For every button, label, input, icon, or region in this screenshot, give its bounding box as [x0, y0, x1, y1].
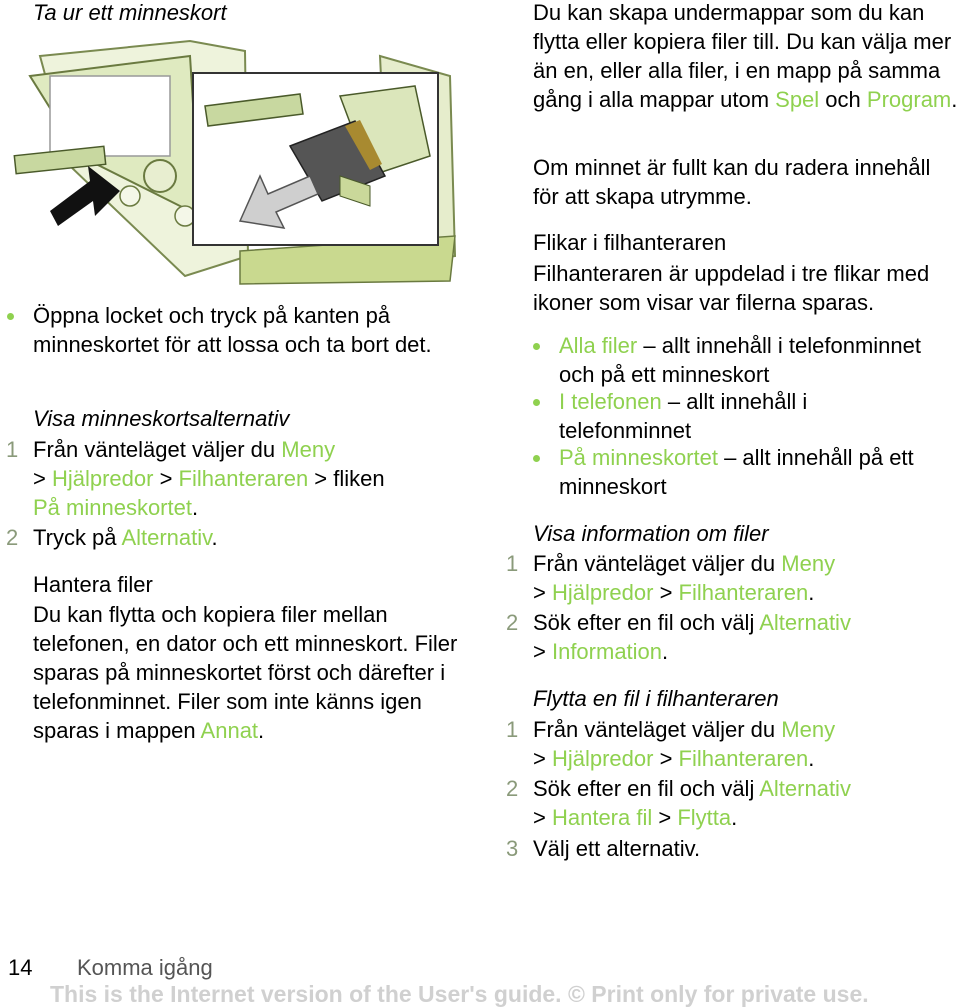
flytta-heading: Flytta en fil i filhanteraren	[533, 686, 779, 711]
step-text: >	[533, 639, 552, 664]
step-text: .	[191, 495, 199, 520]
step-text: >	[653, 746, 679, 771]
tab-description: – allt innehåll i telefonminnet och på ett minneskort	[559, 333, 921, 387]
menu-link[interactable]: Meny	[781, 551, 836, 576]
step-number: 3	[506, 836, 519, 861]
step-number: 1	[506, 717, 519, 742]
tab-item-phone	[559, 387, 829, 445]
info-heading: Visa information om filer	[533, 521, 769, 546]
step-text: Tryck på	[33, 525, 122, 550]
subfolders-paragraph	[533, 0, 958, 114]
step-text: Sök efter en fil och välj	[533, 776, 760, 801]
alternativ-link[interactable]: Alternativ	[121, 525, 212, 550]
tab-item-card	[559, 443, 959, 501]
visa-step-2	[6, 523, 218, 552]
step-number: 1	[506, 551, 519, 576]
step-text: >	[533, 746, 552, 771]
hantera-paragraph	[33, 600, 473, 745]
step-text: .	[211, 525, 218, 550]
disclaimer: This is the Internet version of the User's guide. © Print only for private use.	[50, 981, 869, 1007]
step-number: 2	[6, 525, 19, 550]
bullet-dot	[533, 399, 540, 406]
step-text: .	[662, 639, 669, 664]
flytta-step-3	[506, 834, 701, 863]
step-number: 1	[6, 437, 19, 462]
step-text: >	[33, 466, 52, 491]
paragraph-text: .	[951, 87, 958, 112]
inset-zoom-image	[193, 73, 438, 245]
illustration-caption: Ta ur ett minneskort	[33, 0, 227, 25]
pa-minneskortet-tab[interactable]: På minneskortet	[559, 445, 718, 470]
filhanteraren-link[interactable]: Filhanteraren	[678, 580, 809, 605]
flikar-paragraph: Filhanteraren är uppdelad i tre flikar med ikoner som visar var filerna sparas.	[533, 261, 930, 315]
paragraph-text: .	[258, 718, 265, 743]
step-text: >	[153, 466, 179, 491]
step-text: .	[808, 580, 815, 605]
paragraph-text: Du kan skapa undermappar som du kan flytta eller kopiera filer till. Du kan välja mer än en, eller alla filer, i en mapp på samma gång i alla mappar utom	[533, 0, 952, 112]
menu-link[interactable]: Meny	[281, 437, 336, 462]
tab-description: – allt innehåll på ett minneskort	[559, 445, 914, 499]
bullet-dot	[533, 455, 540, 462]
annat-link[interactable]: Annat	[200, 718, 259, 743]
hjalpredor-link[interactable]: Hjälpredor	[551, 746, 654, 771]
alternativ-link[interactable]: Alternativ	[759, 776, 851, 801]
bullet-dot	[7, 313, 14, 320]
step-text: Sök efter en fil och välj	[533, 610, 760, 635]
info-step-2	[506, 608, 958, 666]
tab-description: – allt innehåll i telefonminnet	[559, 389, 808, 443]
flytta-step-1	[506, 715, 958, 773]
hjalpredor-link[interactable]: Hjälpredor	[51, 466, 154, 491]
step-text: >	[652, 805, 678, 830]
remove-card-bullet	[33, 301, 473, 359]
filhanteraren-link[interactable]: Filhanteraren	[678, 746, 809, 771]
paragraph-text: Du kan flytta och kopiera filer mellan telefonen, en dator och ett minneskort. Filer sparas på minneskortet först och därefter i telefonminnet. Filer som inte känns igen sparas i mappen	[33, 602, 458, 743]
bullet-dot	[533, 343, 540, 350]
step-text: >	[653, 580, 679, 605]
information-link[interactable]: Information	[551, 639, 663, 664]
hantera-heading: Hantera filer	[33, 572, 153, 597]
hjalpredor-link[interactable]: Hjälpredor	[551, 580, 654, 605]
pa-minneskortet-link[interactable]: På minneskortet	[33, 495, 192, 520]
step-text: >	[533, 580, 552, 605]
info-step-1	[506, 549, 958, 607]
step-text: Välj ett alternativ.	[533, 836, 701, 861]
step-text: >	[533, 805, 552, 830]
filhanteraren-link[interactable]: Filhanteraren	[178, 466, 309, 491]
i-telefonen-tab[interactable]: I telefonen	[559, 389, 662, 414]
step-text: > fliken	[308, 466, 385, 491]
step-text: .	[808, 746, 815, 771]
spel-link[interactable]: Spel	[775, 87, 820, 112]
section-name: Komma igång	[77, 955, 213, 980]
step-text: Från vänteläget väljer du	[533, 717, 782, 742]
paragraph-text: och	[819, 87, 867, 112]
memory-card-illustration	[10, 36, 465, 286]
flytta-link[interactable]: Flytta	[677, 805, 732, 830]
flikar-heading: Flikar i filhanteraren	[533, 230, 727, 255]
step-text: .	[731, 805, 738, 830]
memory-full-paragraph: Om minnet är fullt kan du radera innehåll för att skapa utrymme.	[533, 155, 931, 209]
bullet-text: Öppna locket och tryck på kanten på minneskortet för att lossa och ta bort det.	[33, 303, 432, 357]
step-text: Från vänteläget väljer du	[533, 551, 782, 576]
alternativ-link[interactable]: Alternativ	[759, 610, 851, 635]
visa-step-1	[6, 435, 473, 522]
visa-heading: Visa minneskortsalternativ	[33, 406, 290, 431]
program-link[interactable]: Program	[866, 87, 952, 112]
step-number: 2	[506, 776, 519, 801]
hantera-fil-link[interactable]: Hantera fil	[551, 805, 653, 830]
page-number: 14	[8, 955, 33, 980]
step-number: 2	[506, 610, 519, 635]
alla-filer-tab[interactable]: Alla filer	[559, 333, 638, 358]
flytta-step-2	[506, 774, 958, 832]
step-text: Från vänteläget väljer du	[33, 437, 282, 462]
tab-item-all-files	[559, 331, 959, 389]
menu-link[interactable]: Meny	[781, 717, 836, 742]
